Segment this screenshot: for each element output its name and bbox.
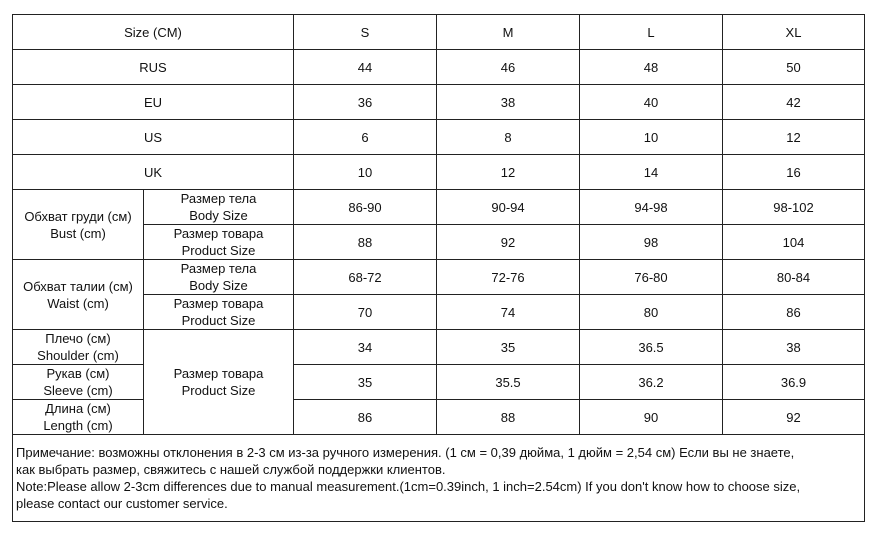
cell-bust-product-l: 98	[580, 225, 723, 260]
cell-bust-body-xl: 98-102	[723, 190, 865, 225]
cell-eu-xl: 42	[723, 85, 865, 120]
bust-product-label-ru: Размер товара	[173, 226, 264, 241]
size-header-m: M	[437, 15, 580, 50]
note-ru-line-2: как выбрать размер, свяжитесь с нашей службой поддержки клиентов.	[16, 462, 446, 477]
cell-uk-m: 12	[437, 155, 580, 190]
cell-sleeve-s: 35	[294, 365, 437, 400]
table-row-rus	[13, 50, 865, 85]
cell-us-m: 8	[437, 120, 580, 155]
garment-product-size-label	[144, 330, 294, 435]
row-label-sleeve	[13, 365, 144, 400]
table-row-bust-body	[13, 190, 865, 225]
row-label-shoulder	[13, 330, 144, 365]
cell-bust-body-s: 86-90	[294, 190, 437, 225]
cell-waist-product-l: 80	[580, 295, 723, 330]
cell-sleeve-l: 36.2	[580, 365, 723, 400]
cell-eu-s: 36	[294, 85, 437, 120]
cell-waist-body-l: 76-80	[580, 260, 723, 295]
cell-rus-xl: 50	[723, 50, 865, 85]
cell-waist-body-m: 72-76	[437, 260, 580, 295]
cell-uk-l: 14	[580, 155, 723, 190]
table-row-shoulder	[13, 330, 865, 365]
cell-waist-product-m: 74	[437, 295, 580, 330]
cell-sleeve-m: 35.5	[437, 365, 580, 400]
bust-label-ru: Обхват груди (см)	[24, 208, 132, 224]
cell-bust-product-m: 92	[437, 225, 580, 260]
cell-us-xl: 12	[723, 120, 865, 155]
cell-shoulder-l: 36.5	[580, 330, 723, 365]
row-label-length	[13, 400, 144, 435]
size-header-s: S	[294, 15, 437, 50]
table-row-length	[13, 400, 865, 435]
note-ru-line-1: Примечание: возможны отклонения в 2-3 см из-за ручного измерения. (1 см = 0,39 дюйма, 1 дюйм = 2,54 см) Если вы не знаете,	[16, 445, 795, 460]
cell-rus-s: 44	[294, 50, 437, 85]
row-label-rus: RUS	[13, 50, 294, 85]
cell-bust-product-xl: 104	[723, 225, 865, 260]
row-label-eu: EU	[13, 85, 294, 120]
table-row-eu	[13, 85, 865, 120]
note-en-line-2: please contact our customer service.	[16, 496, 228, 511]
table-row-uk	[13, 155, 865, 190]
cell-us-l: 10	[580, 120, 723, 155]
size-header-xl: XL	[723, 15, 865, 50]
waist-body-label-en: Body Size	[189, 278, 248, 293]
shoulder-label-en: Shoulder (cm)	[37, 348, 119, 363]
cell-bust-body-l: 94-98	[580, 190, 723, 225]
cell-length-l: 90	[580, 400, 723, 435]
table-row-us	[13, 120, 865, 155]
length-label-en: Length (cm)	[43, 418, 113, 433]
cell-length-xl: 92	[723, 400, 865, 435]
cell-shoulder-s: 34	[294, 330, 437, 365]
waist-body-size-label	[144, 260, 294, 295]
waist-product-label-ru: Размер товара	[173, 296, 264, 311]
sleeve-label-ru: Рукав (см)	[46, 366, 110, 381]
garment-product-label-ru: Размер товара	[173, 366, 264, 381]
measurement-note	[13, 435, 865, 522]
bust-label-en: Bust (cm)	[50, 225, 106, 241]
table-row-waist-body	[13, 260, 865, 295]
waist-label-ru: Обхват талии (см)	[23, 278, 133, 294]
waist-label-en: Waist (cm)	[47, 295, 109, 311]
cell-bust-body-m: 90-94	[437, 190, 580, 225]
cell-waist-product-xl: 86	[723, 295, 865, 330]
waist-body-label-ru: Размер тела	[180, 261, 257, 276]
size-header-l: L	[580, 15, 723, 50]
row-label-bust	[13, 190, 144, 260]
shoulder-label-ru: Плечо (см)	[45, 331, 111, 346]
bust-body-label-ru: Размер тела	[180, 191, 257, 206]
cell-uk-xl: 16	[723, 155, 865, 190]
cell-uk-s: 10	[294, 155, 437, 190]
waist-product-size-label	[144, 295, 294, 330]
bust-product-size-label	[144, 225, 294, 260]
cell-length-s: 86	[294, 400, 437, 435]
cell-eu-m: 38	[437, 85, 580, 120]
table-row-sleeve	[13, 365, 865, 400]
waist-product-label-en: Product Size	[181, 313, 256, 328]
cell-us-s: 6	[294, 120, 437, 155]
cell-length-m: 88	[437, 400, 580, 435]
cell-waist-body-s: 68-72	[294, 260, 437, 295]
header-row	[13, 15, 865, 50]
bust-body-size-label	[144, 190, 294, 225]
cell-rus-l: 48	[580, 50, 723, 85]
cell-bust-product-s: 88	[294, 225, 437, 260]
row-label-waist	[13, 260, 144, 330]
row-label-us: US	[13, 120, 294, 155]
length-label-ru: Длина (см)	[45, 401, 111, 416]
bust-body-label-en: Body Size	[189, 208, 248, 223]
size-header-label: Size (CM)	[13, 15, 294, 50]
garment-product-label-en: Product Size	[181, 383, 256, 398]
sleeve-label-en: Sleeve (cm)	[43, 383, 113, 398]
cell-shoulder-xl: 38	[723, 330, 865, 365]
cell-shoulder-m: 35	[437, 330, 580, 365]
cell-sleeve-xl: 36.9	[723, 365, 865, 400]
cell-eu-l: 40	[580, 85, 723, 120]
row-label-uk: UK	[13, 155, 294, 190]
size-chart-table	[12, 14, 865, 522]
note-en-line-1: Note:Please allow 2-3cm differences due to manual measurement.(1cm=0.39inch, 1 inch=2.54cm) If you don't know how to choose size,	[16, 479, 801, 494]
bust-product-label-en: Product Size	[181, 243, 256, 258]
cell-rus-m: 46	[437, 50, 580, 85]
cell-waist-body-xl: 80-84	[723, 260, 865, 295]
cell-waist-product-s: 70	[294, 295, 437, 330]
note-row	[13, 435, 865, 522]
